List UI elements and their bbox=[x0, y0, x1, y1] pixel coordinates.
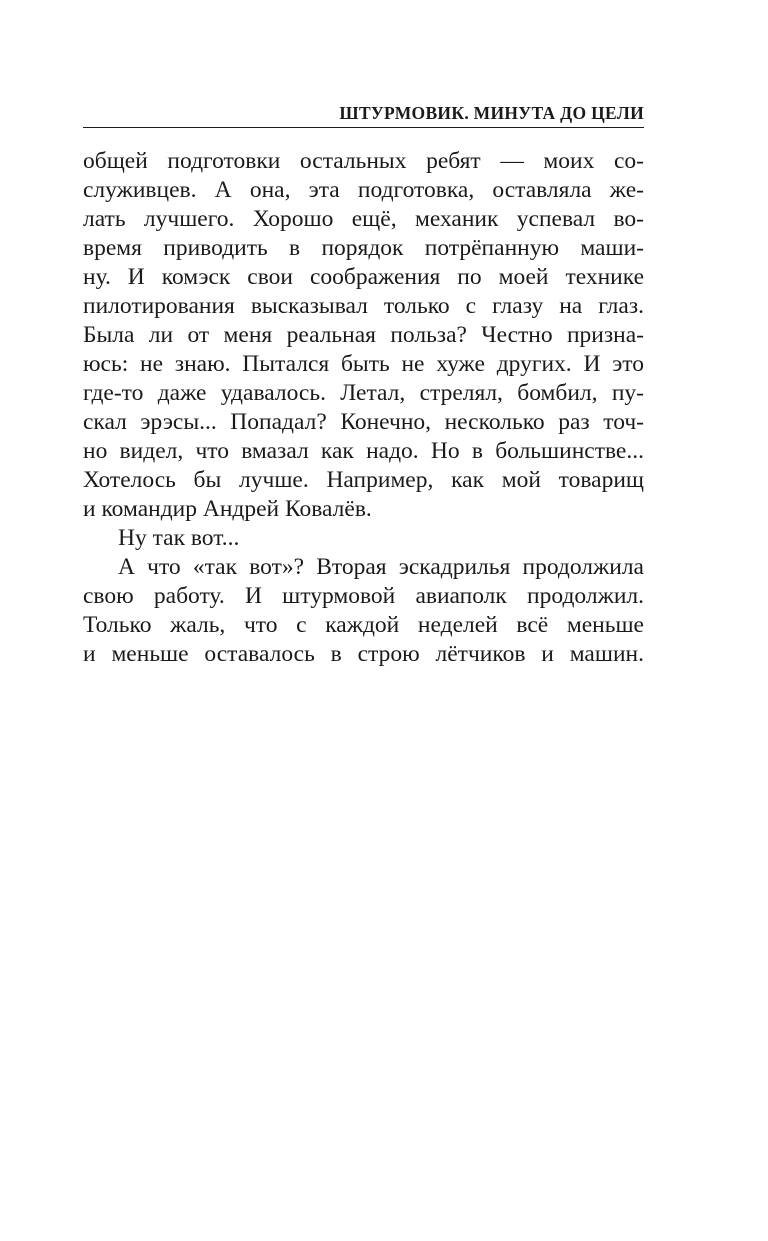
text-line: Ну так вот... bbox=[118, 525, 240, 551]
text-line: и меньше оставалось в строю лётчиков и машин. bbox=[83, 641, 644, 667]
text-line: служивцев. А она, эта подготовка, оставляла же- bbox=[83, 177, 644, 203]
running-head-title: ШТУРМОВИК. МИНУТА ДО ЦЕЛИ bbox=[339, 103, 644, 123]
text-line: время приводить в порядок потрёпанную маши- bbox=[83, 235, 644, 261]
text-line: общей подготовки остальных ребят — моих со- bbox=[83, 148, 644, 174]
text-line: где-то даже удавалось. Летал, стрелял, бомбил, пу- bbox=[83, 380, 644, 406]
text-line: свою работу. И штурмовой авиаполк продолжил. bbox=[83, 583, 644, 609]
text-line: Была ли от меня реальная польза? Честно призна- bbox=[83, 322, 644, 348]
text-line: ну. И комэск свои соображения по моей технике bbox=[83, 264, 644, 290]
text-line: но видел, что вмазал как надо. Но в большинстве... bbox=[83, 438, 644, 464]
text-line: и командир Андрей Ковалёв. bbox=[83, 496, 372, 522]
text-line: лать лучшего. Хорошо ещё, механик успевал во- bbox=[83, 206, 644, 232]
text-line: Хотелось бы лучше. Например, как мой товарищ bbox=[83, 467, 644, 493]
text-line: Только жаль, что с каждой неделей всё меньше bbox=[83, 612, 644, 638]
text-line: юсь: не знаю. Пытался быть не хуже других. И это bbox=[83, 351, 644, 377]
running-head bbox=[83, 103, 644, 128]
text-line: А что «так вот»? Вторая эскадрилья продолжила bbox=[118, 554, 644, 580]
text-line: скал эрэсы... Попадал? Конечно, несколько раз точ- bbox=[83, 409, 644, 435]
text-line: пилотирования высказывал только с глазу на глаз. bbox=[83, 293, 644, 319]
